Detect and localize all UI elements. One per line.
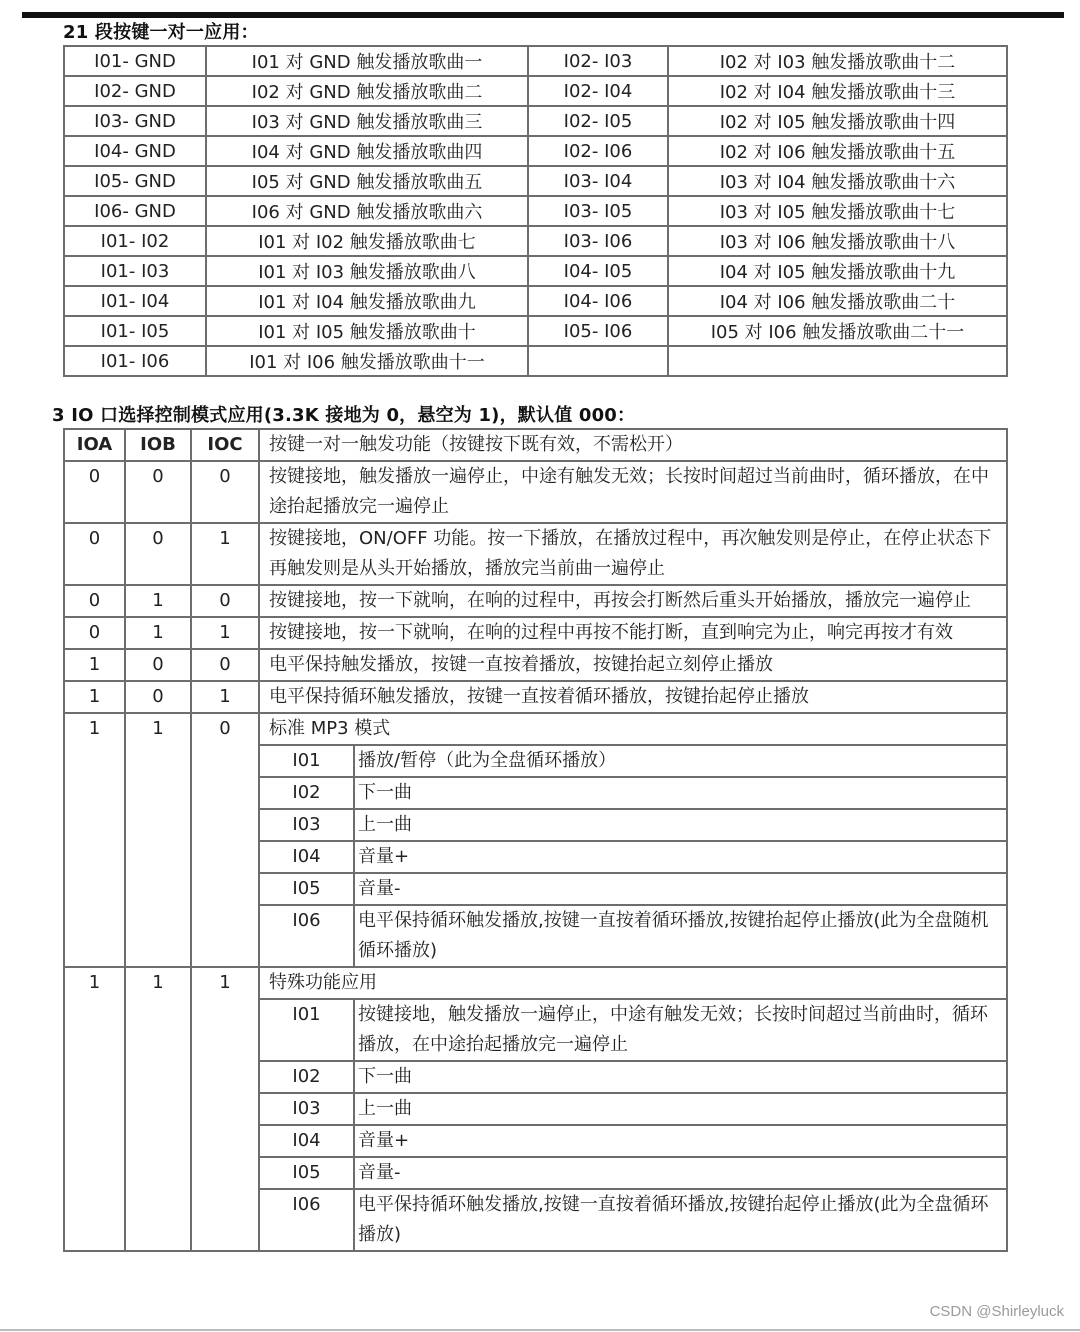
description-left: I01 对 GND 触发播放歌曲一 [206,46,528,76]
description-right: I03 对 I06 触发播放歌曲十八 [668,226,1007,256]
key-function: 按键接地，触发播放一遍停止，中途有触发无效；长按时间超过当前曲时，循环播放，在中途抬起播放完一遍停止 [354,999,1006,1061]
table-row [64,46,1007,76]
pin-pair-left: I01- I04 [64,286,206,316]
pin-pair-right [528,346,668,376]
pin-pair-left: I01- GND [64,46,206,76]
io-mode-table [63,428,1008,1252]
description-right: I02 对 I03 触发播放歌曲十二 [668,46,1007,76]
iob-value: 1 [125,967,191,1251]
ioc-value: 0 [191,585,259,617]
description-left: I05 对 GND 触发播放歌曲五 [206,166,528,196]
mode-row [64,585,1007,617]
key-function-row [260,1189,1006,1250]
mode-description: 按键接地，触发播放一遍停止，中途有触发无效；长按时间超过当前曲时，循环播放，在中途抬起播放完一遍停止 [259,461,1007,523]
pin-pair-left: I05- GND [64,166,206,196]
key-label: I02 [260,777,354,809]
table-row [64,286,1007,316]
key-label: I06 [260,1189,354,1250]
table-row [64,136,1007,166]
pin-pair-left: I01- I02 [64,226,206,256]
description-right: I05 对 I06 触发播放歌曲二十一 [668,316,1007,346]
iob-value: 0 [125,681,191,713]
mode-description: 按键接地，按一下就响，在响的过程中，再按会打断然后重头开始播放，播放完一遍停止 [259,585,1007,617]
key-function: 播放/暂停（此为全盘循环播放） [354,745,1006,777]
table-row [64,196,1007,226]
table-row [64,226,1007,256]
mode-detail-cell [259,967,1007,1251]
description-left: I04 对 GND 触发播放歌曲四 [206,136,528,166]
description-left: I01 对 I03 触发播放歌曲八 [206,256,528,286]
mode-row [64,681,1007,713]
key-function-row [260,1061,1006,1093]
description-right: I02 对 I04 触发播放歌曲十三 [668,76,1007,106]
bottom-rule [0,1329,1080,1331]
key-function: 上一曲 [354,809,1006,841]
description-left: I03 对 GND 触发播放歌曲三 [206,106,528,136]
key-label: I04 [260,841,354,873]
pin-pair-right: I05- I06 [528,316,668,346]
description-right: I03 对 I04 触发播放歌曲十六 [668,166,1007,196]
key-label: I02 [260,1061,354,1093]
section1-heading: 21 段按键一对一应用： [63,22,259,43]
section2-heading: 3 IO 口选择控制模式应用(3.3K 接地为 0，悬空为 1)，默认值 000： [52,405,636,426]
description-right [668,346,1007,376]
iob-value: 0 [125,649,191,681]
iob-value: 1 [125,585,191,617]
pin-pair-right: I02- I06 [528,136,668,166]
pin-pair-right: I02- I04 [528,76,668,106]
key-function: 下一曲 [354,1061,1006,1093]
key-function-row [260,1093,1006,1125]
key-function: 音量+ [354,841,1006,873]
description-right: I03 对 I05 触发播放歌曲十七 [668,196,1007,226]
key-function-row [260,999,1006,1061]
ioa-value: 0 [64,523,125,585]
description-left: I02 对 GND 触发播放歌曲二 [206,76,528,106]
mode-description: 按键接地，按一下就响，在响的过程中再按不能打断，直到响完为止，响完再按才有效 [259,617,1007,649]
mode-detail-cell [259,713,1007,967]
description-right: I02 对 I06 触发播放歌曲十五 [668,136,1007,166]
ioc-value: 1 [191,523,259,585]
special-mode-row [64,967,1007,1251]
mode-title: 特殊功能应用 [269,972,377,993]
pin-pair-right: I02- I03 [528,46,668,76]
key-label: I05 [260,873,354,905]
key-function: 电平保持循环触发播放,按键一直按着循环播放,按键抬起停止播放(此为全盘循环播放) [354,1189,1006,1250]
iob-value: 1 [125,617,191,649]
description-left: I06 对 GND 触发播放歌曲六 [206,196,528,226]
description-right: I04 对 I05 触发播放歌曲十九 [668,256,1007,286]
key-function: 音量+ [354,1125,1006,1157]
pin-pair-right: I04- I05 [528,256,668,286]
key-function-row [260,905,1006,966]
pin-pair-left: I04- GND [64,136,206,166]
mode-row [64,523,1007,585]
key-function-row [260,841,1006,873]
key-function: 音量- [354,873,1006,905]
mode-title: 标准 MP3 模式 [269,718,391,739]
key-function-subtable [260,744,1006,966]
key-label: I03 [260,1093,354,1125]
mode-description: 按键接地，ON/OFF 功能。按一下播放，在播放过程中，再次触发则是停止，在停止状态下再触发则是从头开始播放，播放完当前曲一遍停止 [259,523,1007,585]
description-left: I01 对 I05 触发播放歌曲十 [206,316,528,346]
key-function-row [260,777,1006,809]
mode-row [64,617,1007,649]
header-desc: 按键一对一触发功能（按键按下既有效，不需松开） [259,429,1007,461]
key-function: 电平保持循环触发播放,按键一直按着循环播放,按键抬起停止播放(此为全盘随机循环播放) [354,905,1006,966]
key-function-subtable [260,998,1006,1250]
ioa-value: 0 [64,617,125,649]
pin-pair-right: I04- I06 [528,286,668,316]
pin-pair-right: I03- I06 [528,226,668,256]
key-function-row [260,873,1006,905]
iob-value: 0 [125,523,191,585]
ioa-value: 1 [64,713,125,967]
key-label: I05 [260,1157,354,1189]
watermark: CSDN @Shirleyluck [929,1303,1064,1320]
key-label: I01 [260,745,354,777]
table-row [64,256,1007,286]
description-left: I01 对 I04 触发播放歌曲九 [206,286,528,316]
key-function-row [260,745,1006,777]
header-ioc: IOC [191,429,259,461]
description-right: I02 对 I05 触发播放歌曲十四 [668,106,1007,136]
ioa-value: 0 [64,461,125,523]
description-right: I04 对 I06 触发播放歌曲二十 [668,286,1007,316]
header-iob: IOB [125,429,191,461]
mode-description: 电平保持触发播放，按键一直按着播放，按键抬起立刻停止播放 [259,649,1007,681]
key-label: I04 [260,1125,354,1157]
pin-pair-right: I03- I04 [528,166,668,196]
pin-pair-left: I01- I05 [64,316,206,346]
key-label: I06 [260,905,354,966]
table-row [64,316,1007,346]
ioc-value: 1 [191,681,259,713]
table-row [64,166,1007,196]
key-function-row [260,1125,1006,1157]
ioa-value: 1 [64,649,125,681]
ioc-value: 0 [191,713,259,967]
mode-description: 电平保持循环触发播放，按键一直按着循环播放，按键抬起停止播放 [259,681,1007,713]
pin-pair-left: I02- GND [64,76,206,106]
description-left: I01 对 I02 触发播放歌曲七 [206,226,528,256]
pin-pair-left: I03- GND [64,106,206,136]
table-row [64,346,1007,376]
pin-pair-left: I01- I03 [64,256,206,286]
one-to-one-table [63,45,1008,377]
key-label: I03 [260,809,354,841]
mode-row [64,461,1007,523]
pin-pair-left: I06- GND [64,196,206,226]
key-function: 上一曲 [354,1093,1006,1125]
key-function: 音量- [354,1157,1006,1189]
pin-pair-right: I03- I05 [528,196,668,226]
key-label: I01 [260,999,354,1061]
mode-row [64,649,1007,681]
ioa-value: 1 [64,681,125,713]
key-function-row [260,809,1006,841]
key-function: 下一曲 [354,777,1006,809]
ioa-value: 0 [64,585,125,617]
ioc-value: 1 [191,967,259,1251]
ioc-value: 1 [191,617,259,649]
ioc-value: 0 [191,461,259,523]
ioc-value: 0 [191,649,259,681]
pin-pair-left: I01- I06 [64,346,206,376]
table-row [64,106,1007,136]
header-ioa: IOA [64,429,125,461]
key-function-row [260,1157,1006,1189]
pin-pair-right: I02- I05 [528,106,668,136]
iob-value: 0 [125,461,191,523]
description-left: I01 对 I06 触发播放歌曲十一 [206,346,528,376]
header-row [64,429,1007,461]
ioa-value: 1 [64,967,125,1251]
iob-value: 1 [125,713,191,967]
mp3-mode-row [64,713,1007,967]
table-row [64,76,1007,106]
